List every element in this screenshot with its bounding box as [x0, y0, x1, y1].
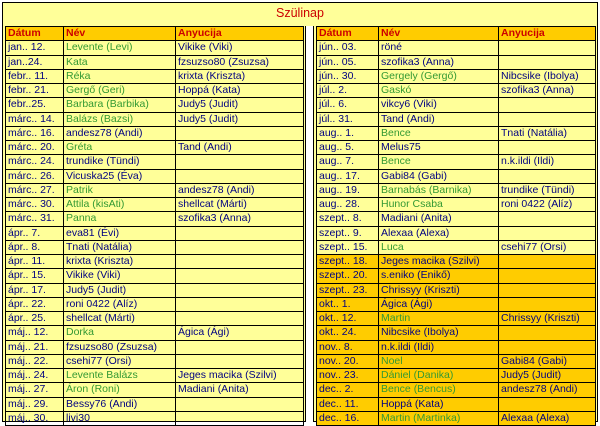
table-row — [317, 98, 596, 112]
date-cell: júl.. 2. — [317, 84, 379, 98]
nameday-cell — [176, 397, 304, 411]
name-cell: Balázs (Bazsi) — [64, 112, 176, 126]
nameday-cell — [499, 141, 596, 155]
name-cell: andesz78 (Andi) — [64, 126, 176, 140]
name-cell: Vikike (Viki) — [64, 269, 176, 283]
date-cell: ápr.. 8. — [6, 240, 64, 254]
nameday-cell: Hoppá (Kata) — [176, 84, 304, 98]
date-cell: jan..24. — [6, 55, 64, 69]
table-row — [317, 69, 596, 83]
table-row — [317, 397, 596, 411]
date-cell: márc.. 14. — [6, 112, 64, 126]
name-cell: Noel — [379, 354, 499, 368]
page-title: Szülinap — [276, 6, 324, 20]
name-cell: roni 0422 (Alíz) — [64, 297, 176, 311]
date-cell: aug.. 7. — [317, 155, 379, 169]
date-cell: jún.. 30. — [317, 69, 379, 83]
date-cell: ápr.. 17. — [6, 283, 64, 297]
name-cell: Martin — [379, 312, 499, 326]
nameday-cell: Tnati (Natália) — [499, 126, 596, 140]
date-cell: okt.. 12. — [317, 312, 379, 326]
table-row — [6, 240, 304, 254]
table-row — [6, 226, 304, 240]
name-cell: trundike (Tündi) — [64, 155, 176, 169]
table-row — [6, 269, 304, 283]
table-row — [6, 212, 304, 226]
name-cell: Barnabás (Barnika) — [379, 183, 499, 197]
nameday-cell — [499, 169, 596, 183]
table-row — [317, 183, 596, 197]
nameday-cell — [176, 155, 304, 169]
nameday-cell — [499, 255, 596, 269]
nameday-cell — [499, 226, 596, 240]
date-cell: márc.. 27. — [6, 183, 64, 197]
date-cell: aug.. 17. — [317, 169, 379, 183]
name-cell: Melus75 — [379, 141, 499, 155]
date-cell: febr..25. — [6, 98, 64, 112]
birthday-table-right — [316, 26, 596, 426]
name-cell: Bence — [379, 155, 499, 169]
table-row — [6, 411, 304, 425]
date-cell: aug.. 19. — [317, 183, 379, 197]
name-cell: Jeges macika (Szilvi) — [379, 255, 499, 269]
header-row — [6, 27, 304, 41]
table-row — [317, 41, 596, 55]
date-cell: máj.. 22. — [6, 354, 64, 368]
name-cell: shellcat (Márti) — [64, 312, 176, 326]
date-cell: máj.. 24. — [6, 369, 64, 383]
nameday-cell: szofika3 (Anna) — [176, 212, 304, 226]
column-separator — [305, 26, 314, 422]
name-cell: livi30 — [64, 411, 176, 425]
nameday-cell — [176, 312, 304, 326]
date-cell: márc.. 16. — [6, 126, 64, 140]
nameday-cell: n.k.ildi (Ildi) — [499, 155, 596, 169]
date-cell: ápr.. 25. — [6, 312, 64, 326]
table-row — [6, 141, 304, 155]
table-row — [6, 340, 304, 354]
date-cell: márc.. 24. — [6, 155, 64, 169]
nameday-cell — [176, 340, 304, 354]
table-row — [6, 354, 304, 368]
table-row — [6, 397, 304, 411]
name-cell: Ágica (Ági) — [379, 297, 499, 311]
date-cell: aug.. 5. — [317, 141, 379, 155]
date-cell: máj.. 21. — [6, 340, 64, 354]
table-row — [317, 340, 596, 354]
name-cell: Attila (kisAti) — [64, 198, 176, 212]
nameday-cell — [176, 354, 304, 368]
table-row — [317, 297, 596, 311]
table-row — [317, 155, 596, 169]
name-cell: Dorka — [64, 326, 176, 340]
name-cell: Dániel (Danika) — [379, 369, 499, 383]
name-cell: fzsuzso80 (Zsuzsa) — [64, 340, 176, 354]
date-cell: márc.. 31. — [6, 212, 64, 226]
nameday-cell — [499, 326, 596, 340]
name-cell: Luca — [379, 240, 499, 254]
table-row — [317, 383, 596, 397]
table-row — [317, 283, 596, 297]
name-cell: Martin (Martinka) — [379, 411, 499, 425]
name-cell: csehi77 (Orsi) — [64, 354, 176, 368]
header-name: Név — [379, 27, 499, 41]
date-cell: máj.. 30. — [6, 411, 64, 425]
nameday-cell: fzsuzso80 (Zsuzsa) — [176, 55, 304, 69]
table-row — [6, 55, 304, 69]
name-cell: Áron (Roni) — [64, 383, 176, 397]
nameday-cell — [499, 55, 596, 69]
nameday-cell: Alexaa (Alexa) — [499, 411, 596, 425]
date-cell: szept.. 8. — [317, 212, 379, 226]
date-cell: júl.. 6. — [317, 98, 379, 112]
table-row — [317, 354, 596, 368]
nameday-cell — [176, 255, 304, 269]
nameday-cell — [499, 297, 596, 311]
name-cell: Vicuska25 (Éva) — [64, 169, 176, 183]
name-cell: Madiani (Anita) — [379, 212, 499, 226]
header-name: Név — [64, 27, 176, 41]
nameday-cell: andesz78 (Andi) — [499, 383, 596, 397]
name-cell: Barbara (Barbika) — [64, 98, 176, 112]
date-cell: szept.. 18. — [317, 255, 379, 269]
date-cell: szept.. 9. — [317, 226, 379, 240]
name-cell: Nibcsike (Ibolya) — [379, 326, 499, 340]
name-cell: röné — [379, 41, 499, 55]
name-cell: Réka — [64, 69, 176, 83]
table-row — [317, 269, 596, 283]
date-cell: nov.. 8. — [317, 340, 379, 354]
table-row — [6, 297, 304, 311]
table-row — [317, 198, 596, 212]
name-cell: krixta (Kriszta) — [64, 255, 176, 269]
nameday-cell — [176, 169, 304, 183]
table-row — [6, 369, 304, 383]
nameday-cell: Judy5 (Judit) — [176, 98, 304, 112]
header-date: Dátum — [6, 27, 64, 41]
table-row — [6, 112, 304, 126]
date-cell: aug.. 28. — [317, 198, 379, 212]
date-cell: aug.. 1. — [317, 126, 379, 140]
nameday-cell: Gabi84 (Gabi) — [499, 354, 596, 368]
table-row — [6, 98, 304, 112]
nameday-cell: Madiani (Anita) — [176, 383, 304, 397]
name-cell: Hunor Csaba — [379, 198, 499, 212]
date-cell: márc.. 26. — [6, 169, 64, 183]
nameday-cell: Vikike (Viki) — [176, 41, 304, 55]
table-row — [317, 141, 596, 155]
header-date: Dátum — [317, 27, 379, 41]
nameday-cell — [499, 41, 596, 55]
table-row — [317, 212, 596, 226]
table-row — [6, 283, 304, 297]
name-cell: Bessy76 (Andi) — [64, 397, 176, 411]
name-cell: Tnati (Natália) — [64, 240, 176, 254]
nameday-cell — [176, 283, 304, 297]
name-cell: Judy5 (Judit) — [64, 283, 176, 297]
name-cell: Hoppá (Kata) — [379, 397, 499, 411]
table-row — [6, 126, 304, 140]
date-cell: okt.. 24. — [317, 326, 379, 340]
nameday-cell: Tand (Andi) — [176, 141, 304, 155]
date-cell: szept.. 20. — [317, 269, 379, 283]
name-cell: n.k.ildi (Ildi) — [379, 340, 499, 354]
name-cell: vikcy6 (Viki) — [379, 98, 499, 112]
date-cell: jún.. 05. — [317, 55, 379, 69]
date-cell: márc.. 30. — [6, 198, 64, 212]
name-cell: Gabi84 (Gabi) — [379, 169, 499, 183]
nameday-cell — [499, 269, 596, 283]
nameday-cell: trundike (Tündi) — [499, 183, 596, 197]
table-row — [317, 255, 596, 269]
name-cell: s.eniko (Enikő) — [379, 269, 499, 283]
date-cell: nov.. 23. — [317, 369, 379, 383]
nameday-cell — [176, 240, 304, 254]
table-row — [317, 112, 596, 126]
table-row — [317, 240, 596, 254]
date-cell: jan.. 12. — [6, 41, 64, 55]
name-cell: Alexaa (Alexa) — [379, 226, 499, 240]
nameday-cell: shellcat (Márti) — [176, 198, 304, 212]
date-cell: okt.. 1. — [317, 297, 379, 311]
date-cell: ápr.. 7. — [6, 226, 64, 240]
date-cell: febr.. 21. — [6, 84, 64, 98]
table-row — [6, 183, 304, 197]
nameday-cell: Judy5 (Judit) — [176, 112, 304, 126]
date-cell: máj.. 12. — [6, 326, 64, 340]
table-row — [317, 126, 596, 140]
date-cell: ápr.. 11. — [6, 255, 64, 269]
nameday-cell — [499, 212, 596, 226]
table-row — [6, 155, 304, 169]
name-cell: Gaskó — [379, 84, 499, 98]
date-cell: dec.. 2. — [317, 383, 379, 397]
nameday-cell — [176, 126, 304, 140]
nameday-cell: Chrissyy (Kriszti) — [499, 312, 596, 326]
name-cell: eva81 (Évi) — [64, 226, 176, 240]
date-cell: szept.. 15. — [317, 240, 379, 254]
table-row — [6, 69, 304, 83]
nameday-cell — [176, 297, 304, 311]
header-nameday: Anyucija — [176, 27, 304, 41]
table-row — [6, 312, 304, 326]
name-cell: Bence (Bencus) — [379, 383, 499, 397]
nameday-cell: roni 0422 (Alíz) — [499, 198, 596, 212]
table-row — [317, 326, 596, 340]
table-row — [317, 84, 596, 98]
header-row — [317, 27, 596, 41]
name-cell: Levente (Levi) — [64, 41, 176, 55]
nameday-cell — [176, 269, 304, 283]
table-row — [317, 411, 596, 425]
table-row — [317, 312, 596, 326]
name-cell: Patrik — [64, 183, 176, 197]
table-row — [317, 369, 596, 383]
nameday-cell — [499, 112, 596, 126]
date-cell: szept.. 23. — [317, 283, 379, 297]
nameday-cell — [499, 98, 596, 112]
name-cell: Kata — [64, 55, 176, 69]
date-cell: márc.. 20. — [6, 141, 64, 155]
name-cell: Gergely (Gergő) — [379, 69, 499, 83]
nameday-cell — [499, 397, 596, 411]
birthday-table-left — [5, 26, 304, 426]
date-cell: nov.. 20. — [317, 354, 379, 368]
table-row — [317, 226, 596, 240]
nameday-cell: krixta (Kriszta) — [176, 69, 304, 83]
birthday-table-frame — [2, 2, 598, 422]
date-cell: júl.. 31. — [317, 112, 379, 126]
nameday-cell: csehi77 (Orsi) — [499, 240, 596, 254]
nameday-cell: Jeges macika (Szilvi) — [176, 369, 304, 383]
table-row — [6, 41, 304, 55]
table-row — [6, 169, 304, 183]
date-cell: ápr.. 22. — [6, 297, 64, 311]
date-cell: jún.. 03. — [317, 41, 379, 55]
name-cell: Levente Balázs — [64, 369, 176, 383]
nameday-cell: szofika3 (Anna) — [499, 84, 596, 98]
table-row — [317, 55, 596, 69]
name-cell: Bence — [379, 126, 499, 140]
nameday-cell — [499, 340, 596, 354]
name-cell: Chrissyy (Kriszti) — [379, 283, 499, 297]
table-row — [317, 169, 596, 183]
date-cell: dec.. 11. — [317, 397, 379, 411]
nameday-cell — [176, 226, 304, 240]
nameday-cell: Judy5 (Judit) — [499, 369, 596, 383]
date-cell: ápr.. 15. — [6, 269, 64, 283]
name-cell: Tand (Andi) — [379, 112, 499, 126]
nameday-cell: Nibcsike (Ibolya) — [499, 69, 596, 83]
nameday-cell — [176, 411, 304, 425]
nameday-cell: andesz78 (Andi) — [176, 183, 304, 197]
date-cell: febr.. 11. — [6, 69, 64, 83]
table-row — [6, 383, 304, 397]
date-cell: dec.. 16. — [317, 411, 379, 425]
table-row — [6, 255, 304, 269]
table-row — [6, 84, 304, 98]
name-cell: Gergő (Geri) — [64, 84, 176, 98]
nameday-cell — [499, 283, 596, 297]
table-row — [6, 198, 304, 212]
table-row — [6, 326, 304, 340]
name-cell: Panna — [64, 212, 176, 226]
name-cell: Gréta — [64, 141, 176, 155]
date-cell: máj.. 29. — [6, 397, 64, 411]
header-nameday: Anyucija — [499, 27, 596, 41]
date-cell: máj.. 27. — [6, 383, 64, 397]
nameday-cell: Ágica (Ági) — [176, 326, 304, 340]
name-cell: szofika3 (Anna) — [379, 55, 499, 69]
